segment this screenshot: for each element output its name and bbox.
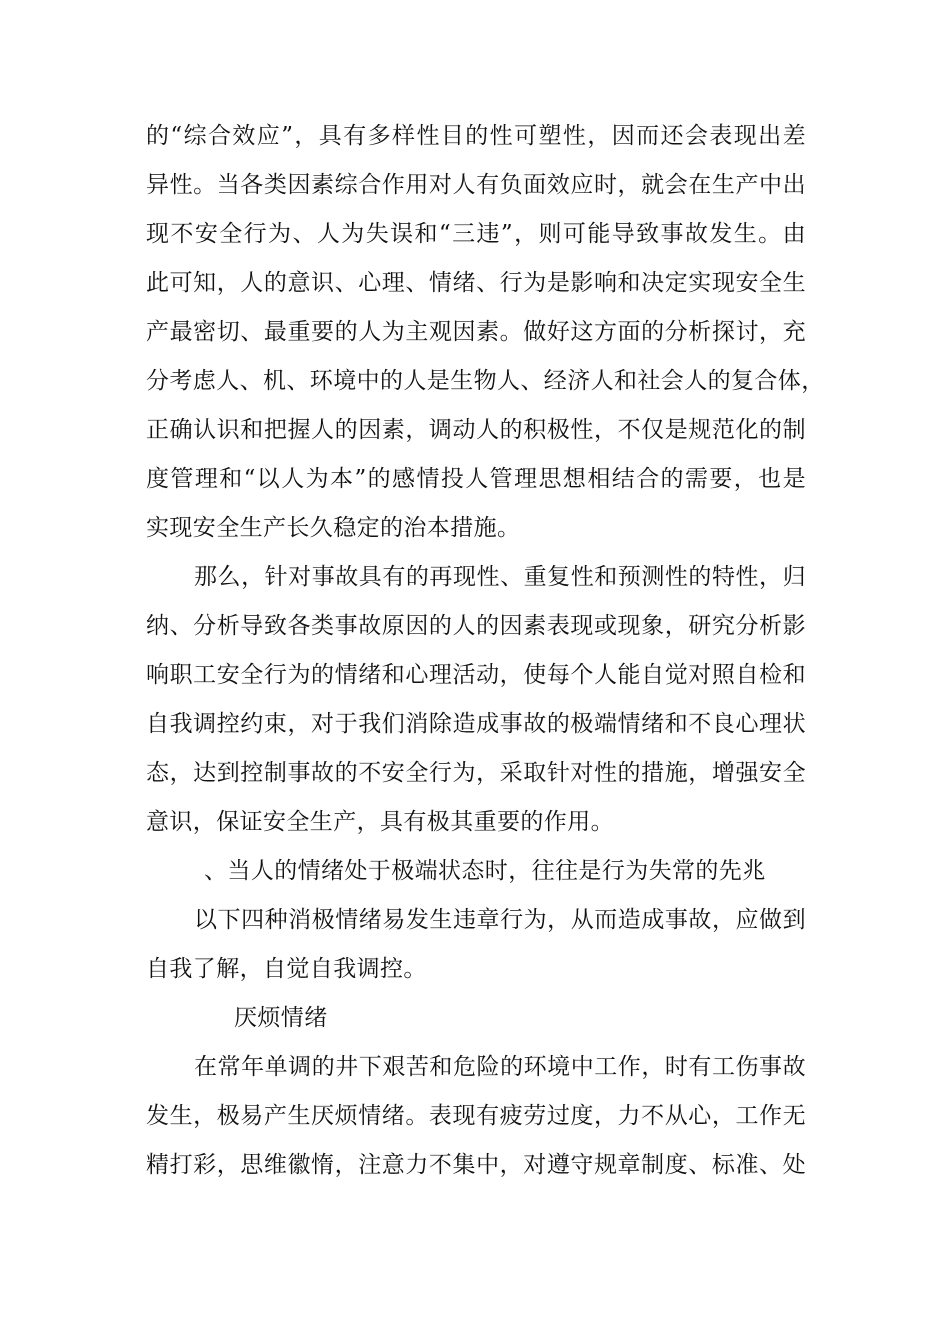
text-line: 实现安全生产长久稳定的治本措施。 [146,515,521,541]
section-heading [146,847,806,896]
paragraph-4 [146,1043,806,1190]
paragraph-1 [146,112,825,553]
sub-heading [146,994,806,1043]
text-line: 度管理和“以人为本”的感情投人管理思想相结合的需要，也是 [146,466,806,492]
document-body [146,112,825,1190]
text-line: 自我了解，自觉自我调控。 [146,956,427,982]
paragraph-2 [146,553,806,847]
text-line: 意识，保证安全生产，具有极其重要的作用。 [146,809,614,835]
text-line: 异性。当各类因素综合作用对人有负面效应时，就会在生产中出 [146,172,806,198]
heading-text: 、当人的情绪处于极端状态时，往往是行为失常的先兆 [204,858,766,884]
text-line: 发生，极易产生厌烦情绪。表现有疲劳过度，力不从心，工作无 [146,1103,806,1129]
subheading-text: 厌烦情绪 [234,1005,328,1031]
text-line: 的“综合效应”，具有多样性目的性可塑性，因而还会表现出差 [146,123,806,149]
text-line: 以下四种消极情绪易发生违章行为，从而造成事故，应做到 [194,907,806,933]
text-line: 纳、分析导致各类事故原因的人的因素表现或现象，研究分析影 [146,613,806,639]
text-line: 在常年单调的井下艰苦和危险的环境中工作，时有工伤事故 [194,1054,806,1080]
text-line: 正确认识和把握人的因素，调动人的积极性，不仅是规范化的制 [146,417,806,443]
text-line: 精打彩，思维徽惰，注意力不集中，对遵守规章制度、标准、处 [146,1152,806,1178]
text-line: 自我调控约束，对于我们消除造成事故的极端情绪和不良心理状 [146,711,806,737]
text-line: 态，达到控制事故的不安全行为，采取针对性的措施，增强安全 [146,760,806,786]
text-line: 现不安全行为、人为失误和“三违”，则可能导致事故发生。由 [146,221,806,247]
text-line: 产最密切、最重要的人为主观因素。做好这方面的分析探讨，充 [146,319,806,345]
text-line: 分考虑人、机、环境中的人是生物人、经济人和社会人的复合体， [146,368,825,394]
text-line: 那么，针对事故具有的再现性、重复性和预测性的特性，归 [194,564,806,590]
text-line: 此可知，人的意识、心理、情绪、行为是影响和决定实现安全生 [146,270,806,296]
text-line: 响职工安全行为的情绪和心理活动，使每个人能自觉对照自检和 [146,662,806,688]
paragraph-3 [146,896,806,994]
